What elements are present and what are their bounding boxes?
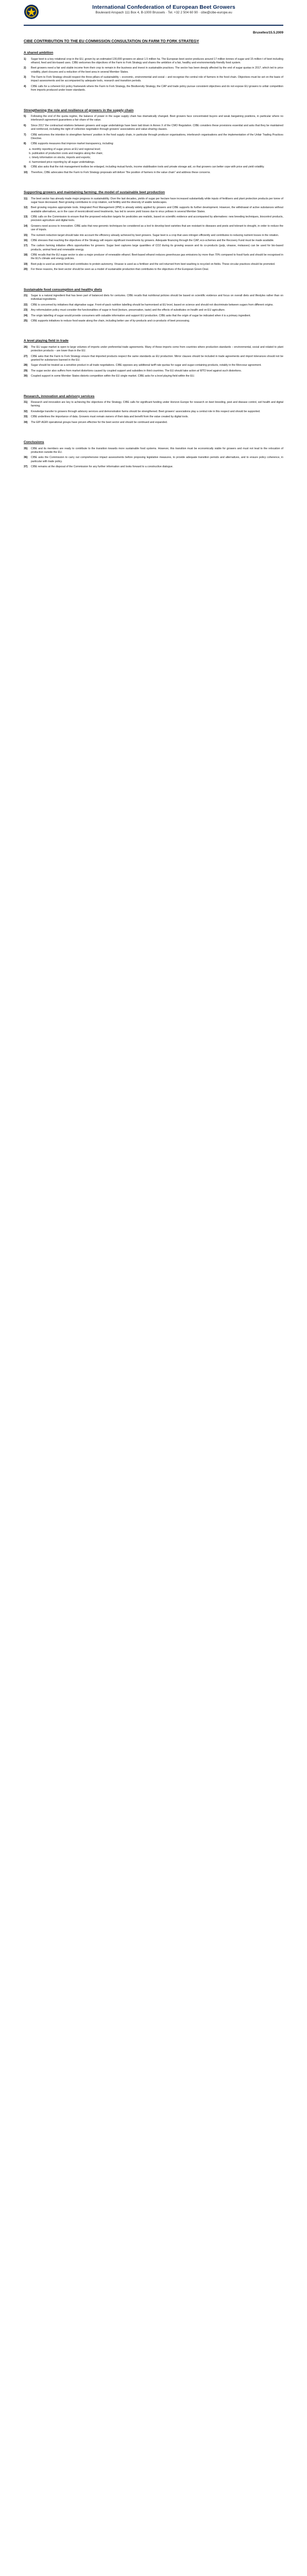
paragraph-number: 27) xyxy=(24,354,28,358)
section-spacer xyxy=(24,94,283,106)
paragraph xyxy=(24,355,283,363)
section-heading: Strengthening the role and resilience of growers in the supply chain xyxy=(24,108,134,112)
paragraph xyxy=(24,263,283,266)
paragraph-number: 29) xyxy=(24,369,28,372)
paragraph xyxy=(24,447,283,455)
section-heading: Research, innovation and advisory services xyxy=(24,394,95,398)
paragraph xyxy=(24,171,283,175)
paragraph-number: 23) xyxy=(24,309,28,312)
paragraph xyxy=(24,314,283,318)
paragraph xyxy=(24,206,283,214)
paragraph-text: Sugar beet is a key rotational crop in the EU, grown by an estimated 130,000 growers on about 1.5 million ha. The European beet sector produces around 17 million tonnes of sugar and 15 million t of beet including ethanol, feed and bio-based uses. CIBE welcomes the objectives of the Farm to Fork Strategy and shares the ambition of a fair, healthy and environmentally-friendly food system. xyxy=(31,57,283,64)
paragraph-number: 24) xyxy=(24,314,28,317)
section-spacer xyxy=(24,470,283,482)
paragraph-number: 26) xyxy=(24,345,28,349)
paragraph xyxy=(24,225,283,232)
paragraph-text: The beet sector has already made major progress in sustainability. Over the last decades, yields of sugar per hectare have increased substantially while inputs of fertilisers and plant protection products per tonne of sugar have decreased. Beet growing contributes to crop rotation, soil fertility and the diversity of arable landscapes. xyxy=(31,197,283,204)
paragraph-number: 31) xyxy=(24,401,28,404)
section-spacer xyxy=(24,274,283,285)
paragraph-number: 13) xyxy=(24,215,28,219)
bullet-list xyxy=(24,148,283,165)
paragraph-number: 2) xyxy=(24,66,26,70)
paragraph xyxy=(24,133,283,141)
document-body xyxy=(24,51,283,482)
document-title: CIBE CONTRIBUTION TO THE EU COMMISSION CONSULTATION ON FARM TO FORK STRATEGY xyxy=(24,39,199,43)
paragraph-number: 20) xyxy=(24,268,28,272)
section-heading: A level playing field in trade xyxy=(24,339,69,343)
paragraph xyxy=(24,319,283,323)
paragraph-text: Sugar should be treated as a sensitive product in all trade negotiations. CIBE opposes any additional tariff rate quotas for sugar and sugar-containing products, notably in the Mercosur agreement. xyxy=(31,364,262,367)
paragraph-number: 14) xyxy=(24,224,28,228)
paragraph xyxy=(24,415,283,419)
paragraph-text: Beet pulp is used as animal feed and contributes to protein autonomy. Vinasse is used as a fertiliser and the soil returned from beet washing is recycled on fields. These circular practices should be promoted. xyxy=(31,262,276,266)
cibe-logo-icon xyxy=(24,4,39,20)
paragraph-number: 21) xyxy=(24,294,28,298)
paragraph xyxy=(24,76,283,83)
paragraph-text: CIBE recalls that the EU sugar sector is also a major producer of renewable ethanol. Beet-based ethanol reduces greenhouse gas emissions by more than 70% compared to fossil fuels and should be recognised in the EU's climate and energy policies. xyxy=(31,253,283,261)
paragraph xyxy=(24,421,283,425)
paragraph xyxy=(24,197,283,205)
paragraph-number: 6) xyxy=(24,124,26,127)
paragraph xyxy=(24,115,283,123)
paragraph-text: The origin labelling of sugar would provide consumers with valuable information and support EU production. CIBE asks that the origin of sugar be indicated when it is a primary ingredient. xyxy=(31,314,251,317)
paragraph-number: 36) xyxy=(24,456,28,460)
list-item: c. timely information on stocks, imports and exports; xyxy=(32,156,283,160)
list-item: d. harmonised price reporting by all sugar undertakings. xyxy=(32,161,283,164)
paragraph-text: CIBE remains at the disposal of the Commission for any further information and looks forward to a constructive dialogue. xyxy=(31,465,174,469)
document-reference: Bruxelles/15.5.2009 xyxy=(253,31,283,35)
paragraph-text: For these reasons, the beet sector should be seen as a model of sustainable production that contributes to the objectives of the European Green Deal. xyxy=(31,268,209,272)
paragraph-number: 3) xyxy=(24,76,26,79)
paragraph-text: CIBE asks the Commission to carry out comprehensive impact assessments before proposing legislative measures, to provide adequate transition periods and alternatives, and to ensure policy coherence, in particular with trade policy. xyxy=(31,456,283,463)
section xyxy=(24,109,283,175)
paragraph-number: 12) xyxy=(24,206,28,210)
paragraph-text: CIBE supports measures that improve market transparency, including: xyxy=(31,142,114,146)
paragraph xyxy=(24,58,283,65)
paragraph-number: 8) xyxy=(24,142,26,146)
paragraph-number: 10) xyxy=(24,171,28,174)
paragraph-number: 25) xyxy=(24,319,28,323)
paragraph-text: CIBE welcomes the intention to strengthen farmers' position in the food supply chain, in particular through producer organisations, interbranch organisations and the implementation of the Unfair Trading Practices Directive. xyxy=(31,133,283,140)
paragraph-number: 19) xyxy=(24,262,28,266)
section xyxy=(24,191,283,272)
paragraph xyxy=(24,234,283,238)
paragraph xyxy=(24,142,283,146)
paragraph-number: 1) xyxy=(24,57,26,61)
section-spacer xyxy=(24,380,283,392)
list-item: a. monthly reporting of sugar prices at EU and regional level; xyxy=(32,148,283,151)
section xyxy=(24,395,283,425)
paragraph-number: 22) xyxy=(24,303,28,307)
paragraph xyxy=(24,401,283,409)
paragraph-number: 33) xyxy=(24,415,28,419)
paragraph xyxy=(24,309,283,312)
paragraph xyxy=(24,369,283,373)
section xyxy=(24,288,283,324)
paragraph-number: 34) xyxy=(24,420,28,424)
letterhead xyxy=(24,4,283,23)
paragraph-text: Beet growers need a fair and stable income from their crop to remain in the business and invest in sustainable practices. The sector has been deeply affected by the end of sugar quotas in 2017, which led to price volatility, plant closures and a reduction of the beet area in several Member States. xyxy=(31,66,283,74)
paragraph-number: 37) xyxy=(24,465,28,469)
paragraph-text: CIBE calls on the Commission to ensure that the proposed reduction targets for pesticides are realistic, based on scientific evidence and accompanied by alternatives: new breeding techniques, biocontrol products, precision agriculture and digital tools. xyxy=(31,215,283,223)
paragraph-text: The Farm to Fork Strategy should respect the three pillars of sustainability – economic, environmental and social – and recognise the central role of farmers in the food chain. Objectives must be set on the basis of impact assessments and be accompanied by adequate tools, research and transition periods. xyxy=(31,76,283,83)
paragraph-number: 30) xyxy=(24,375,28,378)
section-spacer xyxy=(24,426,283,437)
section-heading: Sustainable food consumption and healthy diets xyxy=(24,287,103,292)
section xyxy=(24,440,283,469)
paragraph xyxy=(24,253,283,261)
paragraph xyxy=(24,346,283,353)
paragraph xyxy=(24,244,283,252)
section-spacer xyxy=(24,325,283,336)
paragraph-text: Research and innovation are key to achieving the objectives of the Strategy. CIBE calls for significant funding under Horizon Europe for research on beet breeding, pest and disease control, soil health and digital farming. xyxy=(31,401,283,408)
paragraph-text: CIBE stresses that reaching the objectives of the Strategy will require significant investments by growers. Adequate financing through the CAP, eco-schemes and the Recovery Fund must be made available. xyxy=(31,239,275,242)
paragraph-text: The nutrient reduction target should take into account the efficiency already achieved by beet growers. Sugar beet is a crop that uses nitrogen efficiently and contributes to reducing nutrient losses in the rotation. xyxy=(31,233,279,237)
paragraph xyxy=(24,124,283,132)
paragraph xyxy=(24,294,283,302)
paragraph-text: CIBE asks that the Farm to Fork Strategy ensure that imported products respect the same standards as EU production. Mirror clauses should be included in trade agreements and import tolerances should not be granted for substances banned in the EU. xyxy=(31,354,283,362)
paragraph-text: Following the end of the quota regime, the balance of power in the sugar supply chain has dramatically changed. Beet growers face concentrated buyers and weak bargaining positions, in particular where no interbranch agreement guarantees a fair share of the value. xyxy=(31,115,283,122)
paragraph-text: Growers need access to innovation. CIBE asks that new genomic techniques be considered as a tool to develop beet varieties that are resistant to diseases and pests and tolerant to drought, in order to reduce the use of inputs. xyxy=(31,224,283,232)
paragraph-number: 35) xyxy=(24,447,28,450)
paragraph-text: CIBE underlines the importance of data. Growers must remain owners of their data and benefit from the value created by digital tools. xyxy=(31,415,189,419)
paragraph xyxy=(24,239,283,243)
paragraph-text: The carbon farming initiative offers opportunities for growers. Sugar beet captures large quantities of CO2 during its growing season and its co-products (pulp, vinasse, molasses) can be used for bio-based products, animal feed and renewable energy. xyxy=(31,244,283,251)
paragraph xyxy=(24,215,283,223)
paragraph xyxy=(24,165,283,169)
section-spacer xyxy=(24,176,283,188)
paragraph xyxy=(24,268,283,272)
section-heading: Conclusions xyxy=(24,440,44,444)
paragraph-text: CIBE supports initiatives to reduce food waste along the chain, including better use of by-products and co-products of beet processing. xyxy=(31,319,190,323)
paragraph xyxy=(24,66,283,74)
letterhead-address: Boulevard Anspach 111 Box 4, B-1000 Brussels · Tel. +32 2 504 60 90 · cibe@cibe-europe.eu xyxy=(95,11,232,14)
paragraph-number: 18) xyxy=(24,253,28,257)
paragraph-text: The sugar sector also suffers from market distortions caused by coupled support and subsidies in third countries. The EU should take action at WTO level against such distortions. xyxy=(31,369,242,372)
section xyxy=(24,51,283,93)
paragraph-text: Coupled support in some Member States distorts competition within the EU single market. CIBE asks for a level playing field within the EU. xyxy=(31,375,195,378)
paragraph xyxy=(24,303,283,307)
section xyxy=(24,339,283,378)
paragraph xyxy=(24,85,283,93)
paragraph-text: CIBE also asks that the risk management toolbox be enlarged, including mutual funds, income stabilisation tools and private storage aid, so that growers can better cope with price and yield volatility. xyxy=(31,165,265,169)
paragraph xyxy=(24,375,283,378)
letterhead-divider xyxy=(24,25,283,26)
paragraph-number: 32) xyxy=(24,410,28,413)
paragraph-text: The EIP-AGRI operational groups have proven effective for the beet sector and should be continued and expanded. xyxy=(31,420,168,424)
paragraph-text: CIBE and its members are ready to contribute to the transition towards more sustainable food systems. However, this transition must be economically viable for growers and must not lead to the relocation of production outside the EU. xyxy=(31,447,283,454)
paragraph-number: 16) xyxy=(24,239,28,242)
paragraph xyxy=(24,364,283,367)
paragraph-number: 5) xyxy=(24,115,26,118)
paragraph xyxy=(24,410,283,414)
paragraph-text: Beet growing requires appropriate tools. Integrated Pest Management (IPM) is already widely applied by growers and CIBE supports its further development. However, the withdrawal of active substances without available alternatives, as in the case of neonicotinoid seed treatments, has led to severe yield losses due to virus yellows in several Member States. xyxy=(31,206,283,213)
paragraph-number: 11) xyxy=(24,197,28,200)
section-heading: Supporting growers and maintaining farming: the model of sustainable beet production xyxy=(24,190,165,194)
paragraph-text: CIBE is concerned by initiatives that stigmatise sugar. Front-of-pack nutrition labelling should be harmonised at EU level, based on science and should not discriminate between sugars from different origins. xyxy=(31,303,274,307)
paragraph-text: Therefore, CIBE advocates that the Farm to Fork Strategy proposals will deliver "the position of farmers in the value chain" and address these concerns. xyxy=(31,171,211,174)
paragraph-text: The EU sugar market is open to large volumes of imports under preferential trade agreements. Many of these imports come from countries where production standards – environmental, social and related to plant protection products – are lower than in the EU. xyxy=(31,345,283,353)
paragraph-text: Any reformulation policy must consider the functionalities of sugar in food (texture, preservation, taste) and the effects of substitutes on health and on EU agriculture. xyxy=(31,309,226,312)
paragraph-number: 7) xyxy=(24,133,26,137)
paragraph-number: 4) xyxy=(24,84,26,88)
paragraph xyxy=(24,465,283,469)
paragraph-text: Since 2017 the contractual relations between growers and sugar undertakings have been laid down in Annex X of the CMO Regulation. CIBE considers these provisions essential and asks that they be maintained and reinforced, including the right of collective negotiation through growers' associations and value-sharing clauses. xyxy=(31,124,283,131)
paragraph-text: CIBE calls for a coherent EU policy framework where the Farm to Fork Strategy, the Biodiversity Strategy, the CAP and trade policy pursue consistent objectives and do not expose EU growers to unfair competition from imports produced under lower standards. xyxy=(31,84,283,92)
paragraph-number: 17) xyxy=(24,244,28,248)
list-item: b. publication of production costs and margins along the chain; xyxy=(32,152,283,156)
paragraph-number: 9) xyxy=(24,165,26,169)
paragraph-number: 15) xyxy=(24,233,28,237)
section-heading: A shared ambition xyxy=(24,50,54,55)
paragraph-text: Sugar is a natural ingredient that has been part of balanced diets for centuries. CIBE recalls that nutritional policies should be based on scientific evidence and focus on overall diets and lifestyles rather than on individual ingredients. xyxy=(31,294,283,301)
letterhead-org: International Confederation of European Beet Growers xyxy=(92,4,235,10)
paragraph-number: 28) xyxy=(24,364,28,367)
paragraph xyxy=(24,456,283,464)
paragraph-text: Knowledge transfer to growers through advisory services and demonstration farms should be strengthened. Beet growers' associations play a central role in this respect and should be supported. xyxy=(31,410,261,413)
